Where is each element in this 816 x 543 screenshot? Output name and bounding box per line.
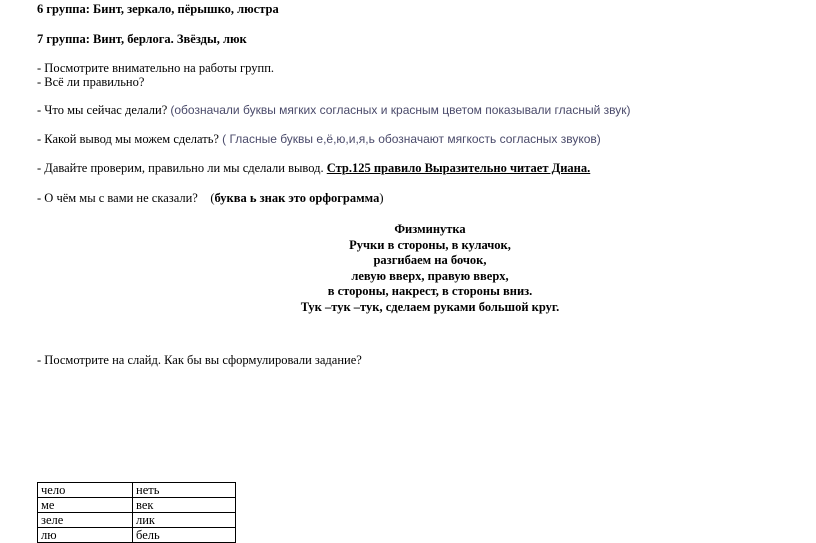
check-rule: Стр.125 правило Выразительно читает Диана.: [326, 161, 591, 175]
group7-line: 7 группа: Винт, берлога. Звёзды, люк: [37, 32, 247, 46]
fizminutka-line: Тук –тук –тук, сделаем руками большой круг.: [300, 299, 560, 314]
what-done-question: - Что мы сейчас делали?: [37, 103, 168, 117]
check-line: [37, 161, 590, 176]
slide-prompt: - Посмотрите на слайд. Как бы вы сформулировали задание?: [37, 353, 362, 367]
table-cell: ме: [38, 498, 133, 513]
table-cell: лик: [133, 513, 236, 528]
not-said-open-paren: (: [210, 191, 215, 205]
table-row: [38, 513, 236, 528]
group6-line: 6 группа: Бинт, зеркало, пёрышко, люстра: [37, 2, 279, 16]
table-row: [38, 528, 236, 543]
what-done-line: [37, 103, 630, 118]
conclusion-note: ( Гласные буквы е,ё,ю,и,я,ь обозначают мягкость согласных звуков): [222, 132, 601, 146]
not-said-question: - О чём мы с вами не сказали?: [37, 191, 198, 205]
all-correct-question: - Всё ли правильно?: [37, 75, 145, 89]
table-row: [38, 498, 236, 513]
what-done-note: (обозначали буквы мягких согласных и красным цветом показывали гласный звук): [170, 103, 631, 117]
table-cell: лю: [38, 528, 133, 543]
fizminutka-line: левую вверх, правую вверх,: [351, 268, 509, 283]
conclusion-question: - Какой вывод мы можем сделать?: [37, 132, 219, 146]
fizminutka-line: Ручки в стороны, в кулачок,: [349, 237, 511, 252]
not-said-line: [37, 191, 384, 206]
table-cell: век: [133, 498, 236, 513]
conclusion-line: [37, 132, 601, 147]
not-said-answer: буква ь знак это орфограмма: [214, 191, 380, 205]
fizminutka-line: разгибаем на бочок,: [373, 253, 487, 268]
table-cell: неть: [133, 483, 236, 498]
table-row: [38, 483, 236, 498]
fizminutka-title: Физминутка: [394, 222, 466, 236]
word-parts-table: [37, 482, 236, 543]
table-cell: зеле: [38, 513, 133, 528]
look-prompt: - Посмотрите внимательно на работы групп.: [37, 61, 275, 75]
not-said-close-paren: ): [379, 191, 384, 205]
fizminutka-line: в стороны, накрест, в стороны вниз.: [327, 284, 533, 299]
table-cell: бель: [133, 528, 236, 543]
fizminutka-block: [240, 222, 620, 316]
check-text: - Давайте проверим, правильно ли мы сделали вывод.: [37, 161, 324, 175]
table-cell: чело: [38, 483, 133, 498]
